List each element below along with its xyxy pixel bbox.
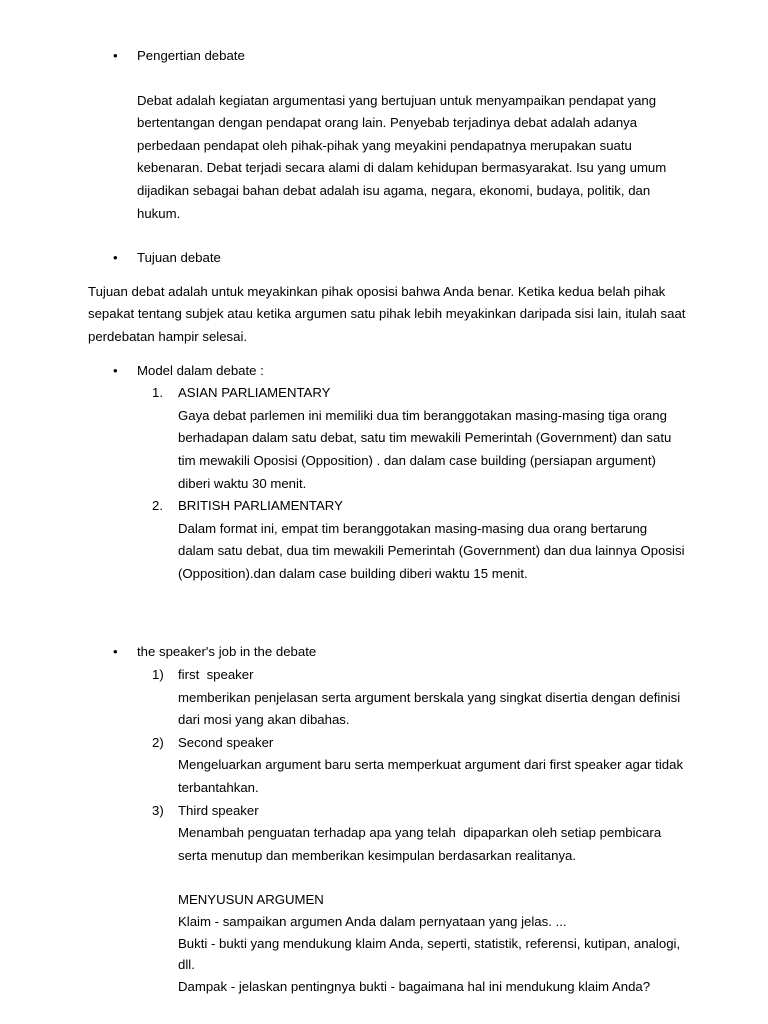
list-item-title: Third speaker	[178, 802, 259, 818]
list-item-body-speaker-2: Mengeluarkan argument baru serta memperkuat argument dari first speaker agar tidak terbantahkan.	[178, 757, 684, 796]
bullet-label-model: Model dalam debate :	[137, 362, 264, 378]
bullet-item-speaker-job	[0, 641, 768, 664]
list-item-model-2	[0, 495, 768, 518]
spacer-after-pengertian-label	[0, 68, 768, 90]
bullet-item-pengertian	[0, 45, 768, 68]
menyusun-argumen-line-klaim: Klaim - sampaikan argumen Anda dalam pernyataan yang jelas. ...	[178, 914, 567, 929]
bullet-disc-icon: •	[113, 48, 118, 63]
list-item-body-model-1: Gaya debat parlemen ini memiliki dua tim beranggotakan masing-masing tiga orang berhadapan dalam satu debat, satu tim mewakili Pemerintah (Government) dan satu tim mewakili Oposisi (Opposition) . dan dalam case building (persiapan argument) diberi waktu 30 menit.	[178, 407, 672, 491]
heading-menyusun-argumen: MENYUSUN ARGUMEN	[178, 892, 324, 908]
bullet-label-speaker-job: the speaker's job in the debate	[137, 644, 317, 660]
paragraph-tujuan: Tujuan debat adalah untuk meyakinkan pihak oposisi bahwa Anda benar. Ketika kedua belah pihak sepakat tentang subjek atau ketika argumen satu pihak lebih meyakinkan daripada sisi lain, itulah saat perdebatan hampir selesai.	[88, 283, 686, 344]
bullet-item-model	[0, 360, 768, 383]
bullet-item-tujuan	[0, 247, 768, 270]
spacer-after-tujuan-paragraph	[0, 349, 768, 360]
spacer-before-menyusun-argumen	[0, 867, 768, 889]
bullet-disc-icon: •	[113, 362, 118, 378]
list-item-speaker-2	[0, 732, 768, 755]
list-item-model-1	[0, 382, 768, 405]
bullet-disc-icon: •	[113, 644, 118, 660]
list-item-title: Second speaker	[178, 734, 274, 750]
menyusun-argumen-line-bukti: Bukti - bukti yang mendukung klaim Anda, seperti, statistik, referensi, kutipan, analogi, dll.	[178, 935, 681, 973]
list-marker: 1)	[152, 667, 164, 683]
list-item-title: first speaker	[178, 667, 254, 683]
list-item-title: BRITISH PARLIAMENTARY	[178, 498, 343, 514]
spacer-after-tujuan-label	[0, 270, 768, 281]
bullet-label-tujuan: Tujuan debate	[137, 250, 221, 266]
list-marker: 3)	[152, 802, 164, 818]
spacer-after-pengertian-paragraph	[0, 225, 768, 247]
list-item-speaker-3	[0, 800, 768, 823]
spacer-before-speaker-section	[0, 585, 768, 641]
list-item-body-speaker-3: Menambah penguatan terhadap apa yang telah dipaparkan oleh setiap pembicara serta menutup dan memberikan kesimpulan berdasarkan realitanya.	[178, 825, 665, 863]
top-margin-spacer	[0, 0, 768, 45]
list-marker: 2.	[152, 498, 163, 514]
list-item-title: ASIAN PARLIAMENTARY	[178, 385, 331, 401]
bullet-label-pengertian: Pengertian debate	[137, 48, 245, 63]
menyusun-argumen-line-dampak: Dampak - jelaskan pentingnya bukti - bagaimana hal ini mendukung klaim Anda?	[178, 978, 651, 994]
bullet-disc-icon: •	[113, 250, 118, 266]
list-marker: 1.	[152, 385, 163, 401]
list-marker: 2)	[152, 734, 164, 750]
list-item-speaker-1	[0, 664, 768, 687]
paragraph-pengertian: Debat adalah kegiatan argumentasi yang bertujuan untuk menyampaikan pendapat yang bertentangan dengan pendapat orang lain. Penyebab terjadinya debat adalah adanya perbedaan pendapat oleh pihak-pihak yang meyakini pendapatnya merupakan suatu kebenaran. Debat terjadi secara alami di dalam kehidupan bermasyarakat. Isu yang umum dijadikan sebagai bahan debat adalah isu agama, negara, ekonomi, budaya, politik, dan hukum.	[137, 92, 667, 221]
list-item-body-speaker-1: memberikan penjelasan serta argument berskala yang singkat disertia dengan definisi dari mosi yang akan dibahas.	[178, 689, 681, 728]
list-item-body-model-2: Dalam format ini, empat tim beranggotakan masing-masing dua orang bertarung dalam satu debat, dua tim mewakili Pemerintah (Government) dan dua lainnya Oposisi (Opposition).dan dalam case building diberi waktu 15 menit.	[178, 520, 685, 581]
